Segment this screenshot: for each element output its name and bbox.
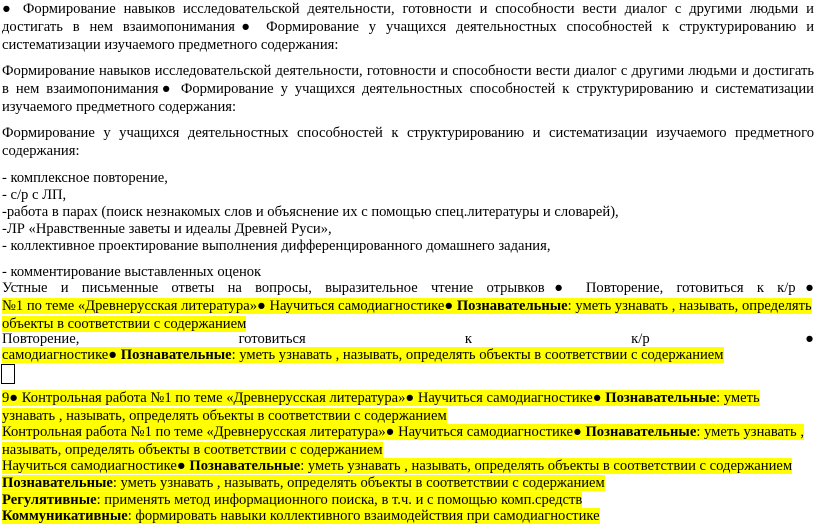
- label-cognitive: Познавательные: [120, 347, 232, 363]
- list-item-2: - с/р с ЛП,: [2, 187, 67, 203]
- highlighted-learn-selfdiag: Научиться самодиагностике●: [2, 458, 190, 474]
- paragraph-repeat: Повторение, готовиться к к/р●: [2, 331, 814, 347]
- paragraph-oral-answers: Устные и письменные ответы на вопросы, выразительное чтение отрывков● Повторение, готовиться к к/р●: [2, 280, 814, 296]
- paragraph-control-work: [2, 423, 814, 459]
- list-item-3: -работа в парах (поиск незнакомых слов и объяснение их с помощью спец.литературы и словарей),: [2, 204, 619, 220]
- label-cognitive: Познавательные: [189, 458, 301, 474]
- empty-table-cell: [1, 364, 15, 384]
- highlighted-topic-text: №1 по теме «Древнерусская литература»● Научиться самодиагностике●: [2, 298, 457, 314]
- label-cognitive: Познавательные: [605, 390, 717, 406]
- paragraph-lesson-9: [2, 389, 814, 425]
- paragraph-objectives-3: Формирование у учащихся деятельностных способностей к структурированию и систематизации изучаемого предметного содержания:: [2, 125, 814, 159]
- label-regulatory: Регулятивные: [2, 492, 97, 508]
- list-item-1: - комплексное повторение,: [2, 170, 168, 186]
- list-item-6: - комментирование выставленных оценок: [2, 264, 262, 280]
- paragraph-learn-selfdiag: [2, 457, 792, 475]
- text-cognitive: : уметь узнавать , называть, определять объекты в соответствии с содержанием: [231, 347, 724, 363]
- highlighted-lesson-9: 9● Контрольная работа №1 по теме «Древнерусская литература»● Научиться самодиагностике●: [2, 390, 606, 406]
- highlighted-control-work: Контрольная работа №1 по теме «Древнерусская литература»● Научиться самодиагностике●: [2, 424, 586, 440]
- label-communicative: Коммуникативные: [2, 508, 128, 524]
- text-communicative: : формировать навыки коллективного взаимодействия при самодиагностике: [127, 508, 600, 524]
- text-cognitive: : уметь узнавать , называть, определять объекты в соответствии с содержанием: [300, 458, 793, 474]
- paragraph-oral-continued: [2, 297, 814, 333]
- label-cognitive: Познавательные: [585, 424, 697, 440]
- highlighted-selfdiag: самодиагностике●: [2, 347, 121, 363]
- text-regulatory: : применять метод информационного поиска, в т.ч. и с помощью комп.средств: [96, 492, 583, 508]
- paragraph-cognitive: [2, 474, 605, 492]
- paragraph-communicative: [2, 507, 600, 525]
- text-cognitive: : уметь узнавать , называть, определять объекты в соответствии с содержанием: [2, 298, 812, 332]
- list-item-5: - коллективное проектирование выполнения дифференцированного домашнего задания,: [2, 238, 551, 254]
- text-cognitive: : уметь узнавать , называть, определять объекты в соответствии с содержанием: [112, 475, 605, 491]
- paragraph-selfdiag: [2, 346, 724, 364]
- paragraph-objectives-1: ● Формирование навыков исследовательской деятельности, готовности и способности вести диалог с другими людьми и достигать в нем взаимопонимания● Формирование у учащихся деятельностных способностей к структурированию и систематизации изучаемого предметного содержания:: [2, 1, 814, 53]
- text-cognitive: : уметь узнавать , называть, определять объекты в соответствии с содержанием: [2, 424, 804, 458]
- list-item-4: -ЛР «Нравственные заветы и идеалы Древней Руси»,: [2, 221, 332, 237]
- label-cognitive: Познавательные: [456, 298, 568, 314]
- label-cognitive: Познавательные: [2, 475, 113, 491]
- paragraph-objectives-2: Формирование навыков исследовательской деятельности, готовности и способности вести диалог с другими людьми и достигать в нем взаимопонимания● Формирование у учащихся деятельностных способностей к структурированию и систематизации изучаемого предметного содержания:: [2, 63, 814, 115]
- text-cognitive: : уметь узнавать , называть, определять объекты в соответствии с содержанием: [2, 390, 760, 424]
